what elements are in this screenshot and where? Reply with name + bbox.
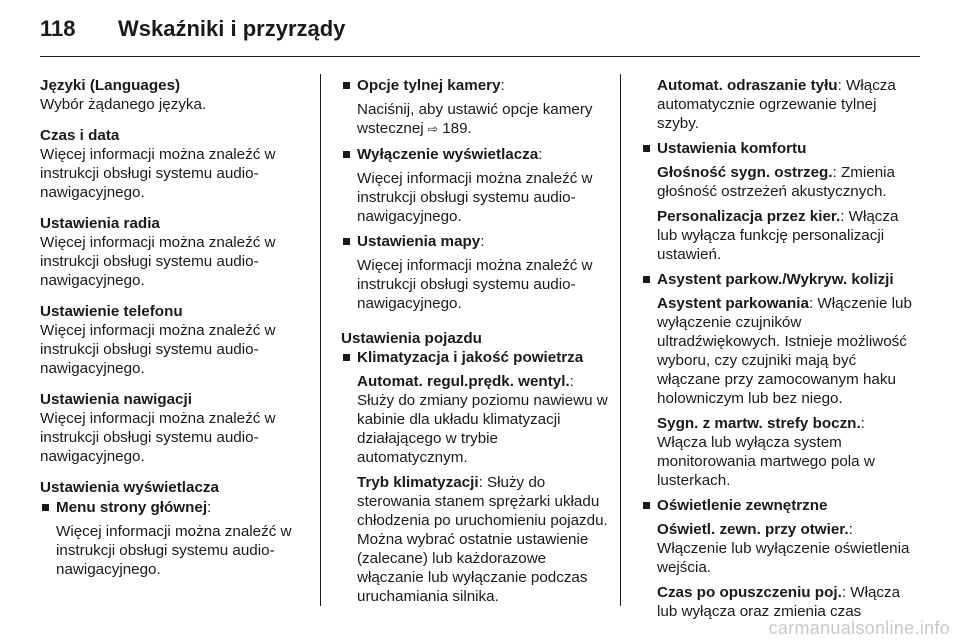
section-radio xyxy=(40,214,308,290)
bullet-colon: : xyxy=(500,77,505,94)
bullet-heading: Wyłączenie wyświetlacza xyxy=(357,146,539,163)
section-heading: Ustawienie telefonu xyxy=(40,303,183,320)
bullet-square-icon xyxy=(643,276,650,283)
option-name: Tryb klimatyzacji xyxy=(357,474,479,491)
option-description: : Włącza lub wyłącza funkcję personalizacji ustawień. xyxy=(657,208,899,263)
header-divider xyxy=(40,56,920,57)
bullet-home-menu xyxy=(40,498,308,579)
bullet-heading: Oświetlenie zewnętrzne xyxy=(657,497,828,514)
section-heading: Ustawienia nawigacji xyxy=(40,391,192,408)
bullet-parking xyxy=(641,270,916,490)
bullet-heading: Asystent parkow./Wykryw. kolizji xyxy=(657,271,894,288)
bullet-text-main: Naciśnij, aby ustawić opcje kamery wstecznej xyxy=(357,101,593,137)
option-name: Personalizacja przez kier. xyxy=(657,208,841,225)
bullet-text xyxy=(657,520,916,577)
column-divider-1 xyxy=(320,74,321,606)
bullet-heading: Ustawienia komfortu xyxy=(657,140,807,157)
section-heading: Ustawienia radia xyxy=(40,215,160,232)
bullet-square-icon xyxy=(343,151,350,158)
bullet-text xyxy=(657,414,916,490)
section-text: Więcej informacji można znaleźć w instrukcji obsługi systemu audio-nawigacyjnego. xyxy=(40,322,276,377)
bullet-square-icon xyxy=(643,145,650,152)
column-3 xyxy=(641,76,916,621)
section-text: Więcej informacji można znaleźć w instrukcji obsługi systemu audio-nawigacyjnego. xyxy=(40,234,276,289)
option-name: Asystent parkowania xyxy=(657,295,809,312)
rear-defog-option xyxy=(641,76,916,133)
bullet-text xyxy=(657,207,916,264)
section-text: Więcej informacji można znaleźć w instrukcji obsługi systemu audio-nawigacyjnego. xyxy=(40,410,276,465)
section-vehicle xyxy=(341,329,609,606)
section-phone xyxy=(40,302,308,378)
bullet-climate xyxy=(341,348,609,606)
bullet-square-icon xyxy=(42,504,49,511)
section-heading: Ustawienia pojazdu xyxy=(341,330,482,347)
option-name: Głośność sygn. ostrzeg. xyxy=(657,164,833,181)
bullet-text xyxy=(357,100,609,139)
bullet-text xyxy=(657,294,916,408)
section-languages xyxy=(40,76,308,114)
bullet-text xyxy=(357,372,609,467)
section-heading: Czas i data xyxy=(40,127,120,144)
option-description: : Włączenie lub wyłączenie oświetlenia wejścia. xyxy=(657,521,910,576)
bullet-text xyxy=(657,163,916,201)
option-description: : Włącza lub wyłącza system monitorowania martwego pola w lusterkach. xyxy=(657,415,875,489)
option-name: Oświetl. zewn. przy otwier. xyxy=(657,521,849,538)
bullet-square-icon xyxy=(643,502,650,509)
bullet-map-settings xyxy=(341,232,609,313)
section-heading: Ustawienia wyświetlacza xyxy=(40,479,219,496)
option-name: Automat. regul.prędk. wentyl. xyxy=(357,373,570,390)
bullet-colon: : xyxy=(538,146,543,163)
option-name: Czas po opuszczeniu poj. xyxy=(657,584,842,601)
watermark: carmanualsonline.info xyxy=(768,618,950,638)
bullet-text: Więcej informacji można znaleźć w instrukcji obsługi systemu audio-nawigacyjnego. xyxy=(357,257,593,312)
section-display xyxy=(40,478,308,579)
page-reference[interactable]: 189. xyxy=(442,120,472,137)
option-description: : Włącza lub wyłącza oraz zmienia czas xyxy=(657,584,901,620)
bullet-heading: Menu strony głównej xyxy=(56,499,208,516)
column-1 xyxy=(40,76,308,591)
bullet-square-icon xyxy=(343,238,350,245)
option-description: : Zmienia głośność ostrzeżeń akustycznych. xyxy=(657,164,896,200)
option-name: Sygn. z martw. strefy boczn. xyxy=(657,415,861,432)
bullet-text xyxy=(657,583,916,621)
section-text: Więcej informacji można znaleźć w instrukcji obsługi systemu audio-nawigacyjnego. xyxy=(40,146,276,201)
section-navigation xyxy=(40,390,308,466)
bullet-display-off xyxy=(341,145,609,226)
bullet-colon: : xyxy=(207,499,212,516)
page-header xyxy=(40,14,920,58)
option-name: Automat. odraszanie tyłu xyxy=(657,77,838,94)
bullet-heading: Klimatyzacja i jakość powietrza xyxy=(357,349,584,366)
bullet-text: Więcej informacji można znaleźć w instrukcji obsługi systemu audio-nawigacyjnego. xyxy=(56,523,292,578)
option-description: : Służy do zmiany poziomu nawiewu w kabinie dla układu klimatyzacji działającego w trybie automatycznym. xyxy=(357,373,608,466)
bullet-square-icon xyxy=(343,82,350,89)
bullet-rear-camera xyxy=(341,76,609,139)
page-title: Wskaźniki i przyrządy xyxy=(118,16,346,41)
section-text: Wybór żądanego języka. xyxy=(40,96,207,113)
bullet-comfort xyxy=(641,139,916,264)
option-description: : Włączenie lub wyłączenie czujników ultradźwiękowych. Istnieje możliwość wyboru, czy czujniki mają być włączane przy zamocowanym haku holowniczym lub bez niego. xyxy=(657,295,912,407)
bullet-heading: Opcje tylnej kamery xyxy=(357,77,501,94)
section-time-date xyxy=(40,126,308,202)
bullet-colon: : xyxy=(480,233,485,250)
page-number: 118 xyxy=(40,16,76,41)
option-description: : Służy do sterowania stanem sprężarki układu chłodzenia po uruchomieniu pojazdu. Można wybrać ostatnie ustawienie (zalecane) lub każdorazowe włączanie lub wyłączanie podczas uruchamiania silnika. xyxy=(357,474,608,605)
option-description: : Włącza automatycznie ogrzewanie tylnej szyby. xyxy=(657,77,896,132)
column-2 xyxy=(341,76,609,618)
bullet-text xyxy=(357,473,609,606)
section-heading: Języki (Languages) xyxy=(40,77,181,94)
page-reference-arrow-icon: ⇨ xyxy=(427,122,438,136)
bullet-text: Więcej informacji można znaleźć w instrukcji obsługi systemu audio-nawigacyjnego. xyxy=(357,170,593,225)
column-divider-2 xyxy=(620,74,621,606)
bullet-square-icon xyxy=(343,354,350,361)
bullet-lighting xyxy=(641,496,916,621)
bullet-heading: Ustawienia mapy xyxy=(357,233,481,250)
